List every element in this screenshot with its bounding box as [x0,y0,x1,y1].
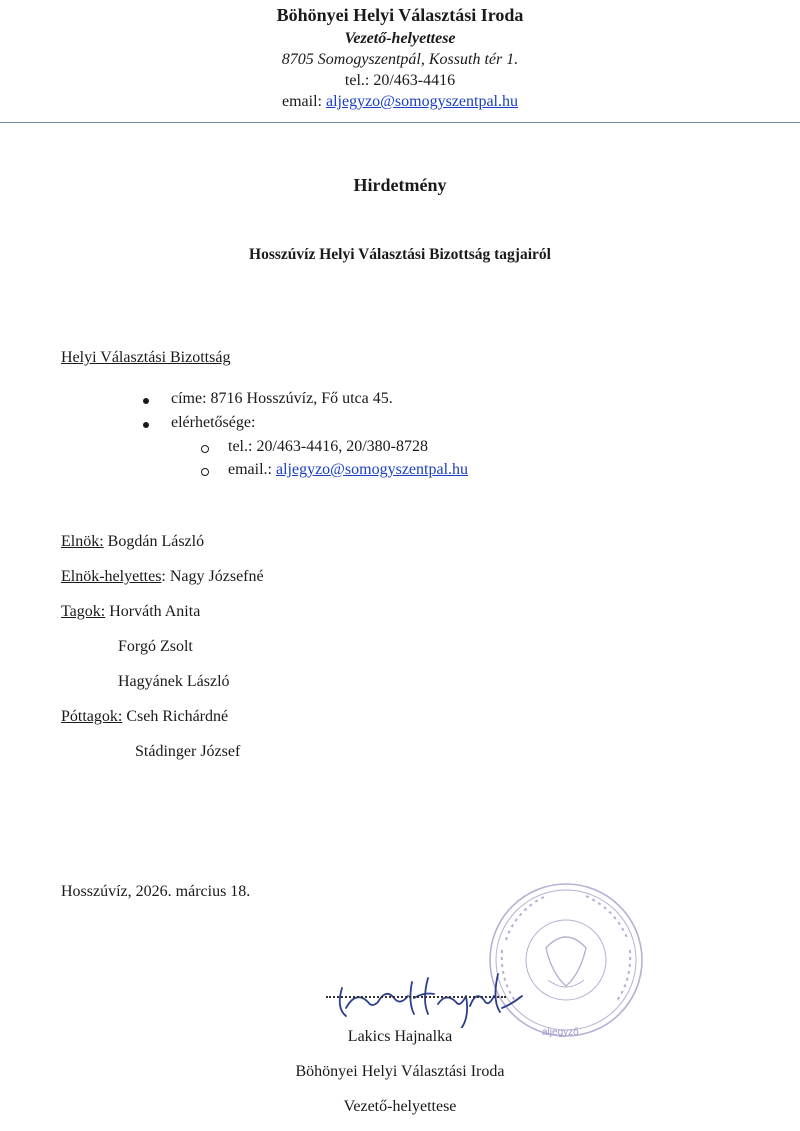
document-subtitle: Hosszúvíz Helyi Választási Bizottság tagjairól [249,246,551,263]
signatory-role: Vezető-helyettese [343,1098,457,1115]
committee-heading: Helyi Választási Bizottság [61,349,231,366]
member-name: Horváth Anita [105,603,201,620]
letterhead-address: 8705 Somogyszentpál, Kossuth tér 1. [281,51,519,68]
vice-chair-line [61,568,264,586]
chair-label: Elnök: [61,533,104,550]
substitute-name: Stádinger József [135,743,241,760]
handwritten-signature [320,948,530,1028]
substitute-name: Cseh Richárdné [122,708,229,725]
chair-line [61,533,204,551]
letterhead-role: Vezető-helyettese [344,30,456,47]
committee-phone: tel.: 20/463-4416, 20/380-8728 [228,438,428,455]
substitutes-line [61,708,228,726]
vice-chair-label: Elnök-helyettes [61,568,162,585]
vice-chair-name: : Nagy Józsefné [161,568,264,585]
document-title: Hirdetmény [353,175,447,195]
letterhead-email-label: email: [281,93,326,110]
chair-name: Bogdán László [103,533,205,550]
letterhead-email-line [0,93,800,111]
substitutes-label: Póttagok: [61,708,123,725]
member-name: Hagyánek László [118,673,230,690]
header-divider [0,122,800,123]
committee-email-link[interactable]: aljegyzo@somogyszentpal.hu [275,461,469,478]
letterhead-email-link[interactable]: aljegyzo@somogyszentpal.hu [325,93,518,110]
bullet-icon [143,422,149,428]
member-name: Forgó Zsolt [118,638,193,655]
signatory-name: Lakics Hajnalka [347,1028,453,1045]
sub-bullet-icon [201,445,209,453]
signatory-office: Böhönyei Helyi Választási Iroda [295,1063,505,1080]
committee-address: címe: 8716 Hosszúvíz, Fő utca 45. [171,390,393,407]
members-line [61,603,200,621]
letterhead-office: Böhönyei Helyi Választási Iroda [276,5,524,25]
sub-bullet-icon [201,468,209,476]
bullet-icon [143,398,149,404]
committee-email-label: email.: [228,461,276,478]
date-line: Hosszúvíz, 2026. március 18. [61,883,251,900]
stamp-text: aljegyző [542,1027,579,1038]
committee-contact-label: elérhetősége: [171,414,256,431]
letterhead-phone: tel.: 20/463-4416 [344,72,456,89]
committee-email-line [228,461,468,479]
members-label: Tagok: [61,603,106,620]
signature-line [326,996,506,998]
